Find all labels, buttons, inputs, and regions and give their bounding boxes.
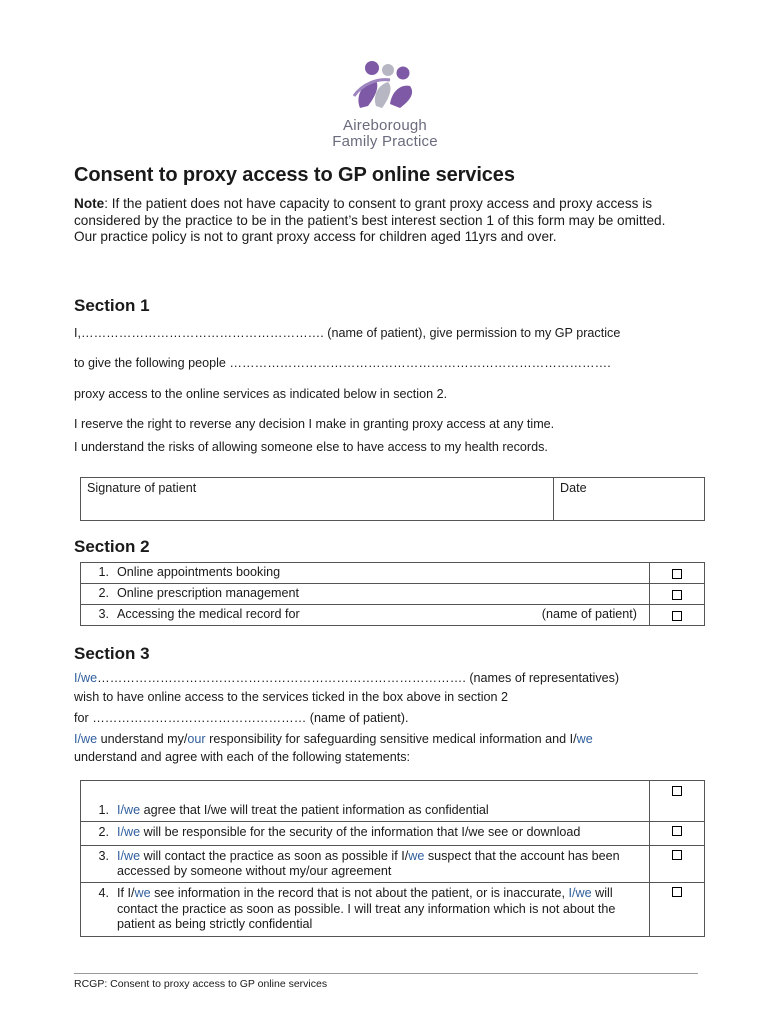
- service-checkbox[interactable]: [672, 611, 682, 621]
- statement-text: If I/: [117, 886, 135, 900]
- policy-text: Our practice policy is not to grant proxy access for children aged 11yrs and over.: [74, 229, 557, 244]
- practice-name-line1: Aireborough: [343, 117, 427, 134]
- section3-line2: wish to have online access to the services ticked in the box above in section 2: [74, 690, 509, 704]
- signature-field[interactable]: [81, 478, 554, 521]
- we-text: I/we: [74, 671, 98, 685]
- note-label: Note: [74, 196, 105, 211]
- practice-name-line2: Family Practice: [332, 133, 438, 150]
- item-number: 3.: [98, 607, 109, 621]
- signature-label: Signature of patient: [87, 481, 197, 495]
- signature-table: [80, 477, 705, 521]
- item-number: 4.: [98, 886, 109, 900]
- section3-line3[interactable]: for …………………………………………… (name of patient).: [74, 711, 409, 725]
- we-text: we: [408, 849, 425, 863]
- item-number: 1.: [98, 803, 109, 817]
- item-number: 2.: [98, 586, 109, 600]
- service-checkbox[interactable]: [672, 590, 682, 600]
- footer-text: RCGP: Consent to proxy access to GP online services: [74, 978, 328, 990]
- item-number: 3.: [98, 849, 109, 863]
- service-row: [81, 605, 705, 626]
- service-row: [81, 563, 705, 584]
- service-row: [81, 584, 705, 605]
- statement-checkbox[interactable]: [672, 887, 682, 897]
- statement-text: suspect that the account has been accessed by someone without my/our agreement: [117, 849, 620, 878]
- statement-text: agree that I/we will treat the patient information as confidential: [140, 803, 489, 817]
- statement-text: will contact the practice as soon as possible. I will treat any information which is not about the patient as being strictly confidential: [117, 886, 616, 931]
- service-label: Accessing the medical record for: [117, 607, 300, 621]
- statement-row: [81, 822, 705, 846]
- we-text: we: [576, 732, 593, 746]
- statement-row: [81, 781, 705, 822]
- we-text: I/we: [117, 825, 141, 839]
- note-text: : If the patient does not have capacity to consent to grant proxy access and proxy access is considered by the practice to be in the patient’s best interest section 1 of this form may be omitted.: [74, 196, 666, 228]
- statement-row: [81, 883, 705, 937]
- we-text: I/we: [117, 849, 141, 863]
- practice-name: [300, 118, 470, 150]
- representatives-text: ……………………………………………………………………………. (names of representatives): [97, 671, 620, 685]
- service-label: Online appointments booking: [117, 565, 281, 579]
- section1-line2[interactable]: to give the following people ……………………………………………………………………………….: [74, 356, 611, 370]
- service-label: Online prescription management: [117, 586, 300, 600]
- we-text: I/we: [117, 803, 141, 817]
- statement-checkbox[interactable]: [672, 826, 682, 836]
- statements-table: [80, 780, 705, 937]
- statement-checkbox[interactable]: [672, 850, 682, 860]
- section2-heading: Section 2: [74, 537, 150, 556]
- section3-heading: Section 3: [74, 644, 150, 663]
- we-text: we: [134, 886, 151, 900]
- section1-line1[interactable]: I,…………………………………………………. (name of patient), give permission to my GP practice: [74, 326, 621, 340]
- statement-text: will contact the practice as soon as possible if I/: [140, 849, 409, 863]
- section3-line1[interactable]: [74, 671, 619, 685]
- section1-line4: I reserve the right to reverse any decision I make in granting proxy access at any time.: [74, 417, 555, 431]
- statement-row: [81, 846, 705, 883]
- statement-text: see information in the record that is not about the patient, or is inaccurate,: [150, 886, 569, 900]
- item-number: 2.: [98, 825, 109, 839]
- item-number: 1.: [98, 565, 109, 579]
- section1-heading: Section 1: [74, 296, 150, 315]
- section1-line5: I understand the risks of allowing someone else to have access to my health records.: [74, 440, 548, 454]
- service-checkbox[interactable]: [672, 569, 682, 579]
- line4-text: understand my/: [97, 732, 188, 746]
- footer-divider: [74, 973, 698, 974]
- section3-line5: understand and agree with each of the following statements:: [74, 750, 411, 764]
- page-title: Consent to proxy access to GP online services: [74, 164, 515, 186]
- date-label: Date: [560, 481, 587, 495]
- section3-line4: [74, 732, 593, 746]
- we-text: I/we: [74, 732, 98, 746]
- section1-line3: proxy access to the online services as indicated below in section 2.: [74, 387, 448, 401]
- statement-checkbox[interactable]: [672, 786, 682, 796]
- our-text: our: [187, 732, 206, 746]
- statement-text: will be responsible for the security of the information that I/we see or download: [140, 825, 581, 839]
- line4-text: responsibility for safeguarding sensitive medical information and I/: [205, 732, 577, 746]
- note-paragraph: [74, 196, 694, 246]
- logo-figures-icon: [354, 61, 412, 108]
- services-table: [80, 562, 705, 626]
- patient-name-hint: (name of patient): [541, 607, 637, 621]
- date-field[interactable]: [554, 478, 705, 521]
- we-text: I/we: [568, 886, 592, 900]
